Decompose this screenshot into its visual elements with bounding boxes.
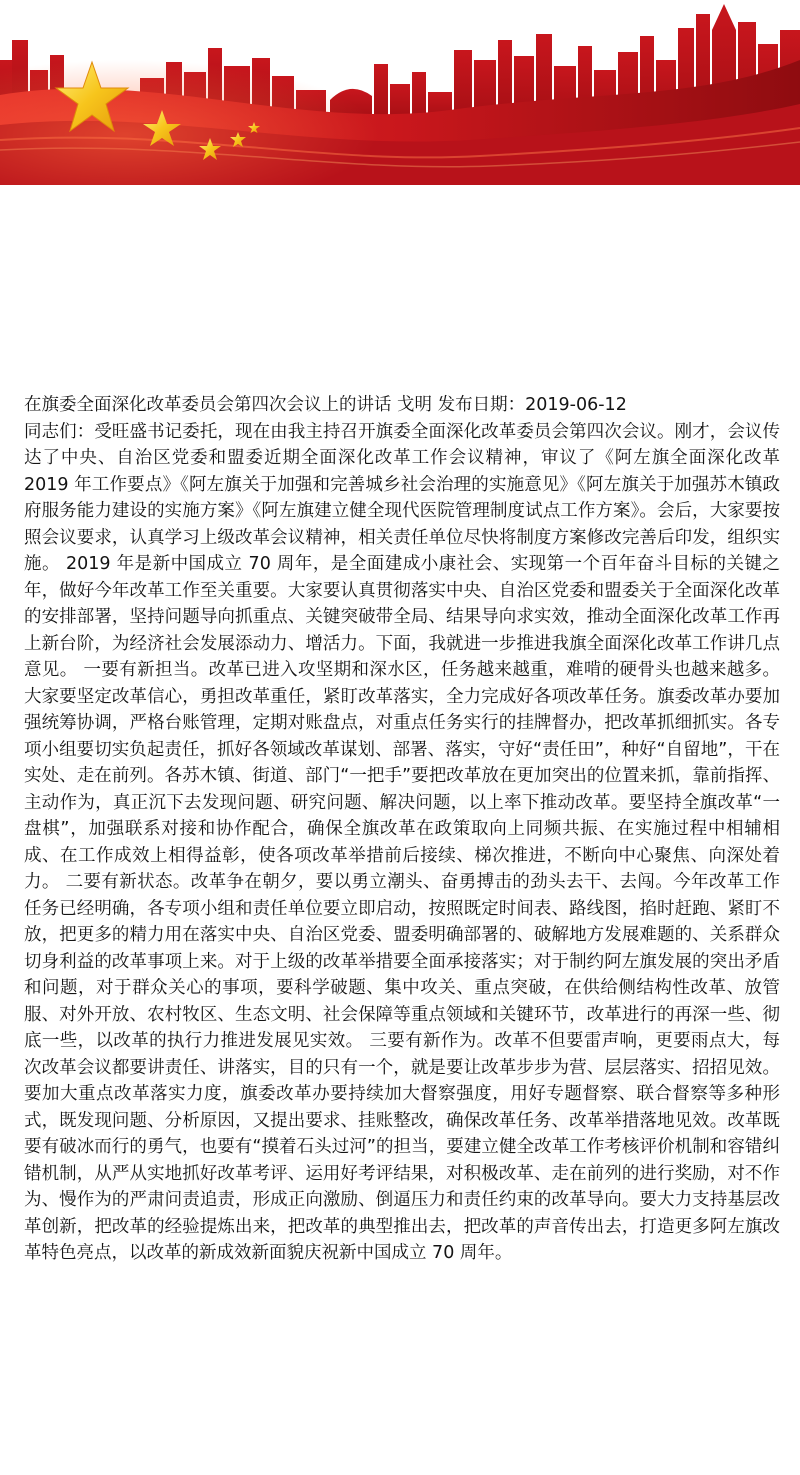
article	[24, 392, 780, 1267]
header-banner	[0, 0, 800, 185]
article-meta-line: 在旗委全面深化改革委员会第四次会议上的讲话 戈明 发布日期：2019-06-12	[24, 395, 627, 415]
article-body: 同志们：受旺盛书记委托，现在由我主持召开旗委全面深化改革委员会第四次会议。刚才，会议传达了中央、自治区党委和盟委近期全面深化改革工作会议精神，审议了《阿左旗全面深化改革 2019 年工作要点》《阿左旗关于加强和完善城乡社会治理的实施意见》《阿左旗关于加强苏木镇政府服务能力建设的实施方案》《阿左旗建立健全现代医院管理制度试点工作方案》。会后，大家要按照会议要求，认真学习上级改革会议精神，相关责任单位尽快将制度方案修改完善后印发，组织实施。 2019 年是新中国成立 70 周年，是全面建成小康社会、实现第一个百年奋斗目标的关键之年，做好今年改革工作至关重要。大家要认真贯彻落实中央、自治区党委和盟委关于全面深化改革的安排部署，坚持问题导向抓重点、关键突破带全局、结果导向求实效，推动全面深化改革工作再上新台阶，为经济社会发展添动力、增活力。下面，我就进一步推进我旗全面深化改革工作讲几点意见。 一要有新担当。改革已进入攻坚期和深水区，任务越来越重，难啃的硬骨头也越来越多。大家要坚定改革信心，勇担改革重任，紧盯改革落实，全力完成好各项改革任务。旗委改革办要加强统筹协调，严格台账管理，定期对账盘点，对重点任务实行的挂牌督办，把改革抓细抓实。各专项小组要切实负起责任，抓好各领域改革谋划、部署、落实，守好“责任田”，种好“自留地”，干在实处、走在前列。各苏木镇、街道、部门“一把手”要把改革放在更加突出的位置来抓，靠前指挥、主动作为，真正沉下去发现问题、研究问题、解决问题，以上率下推动改革。要坚持全旗改革“一盘棋”，加强联系对接和协作配合，确保全旗改革在政策取向上同频共振、在实施过程中相辅相成、在工作成效上相得益彰，使各项改革举措前后接续、梯次推进，不断向中心聚焦、向深处着力。 二要有新状态。改革争在朝夕，要以勇立潮头、奋勇搏击的劲头去干、去闯。今年改革工作任务已经明确，各专项小组和责任单位要立即启动，按照既定时间表、路线图，掐时赶跑、紧盯不放，把更多的精力用在落实中央、自治区党委、盟委明确部署的、破解地方发展难题的、关系群众切身利益的改革事项上来。对于上级的改革举措要全面承接落实；对于制约阿左旗发展的突出矛盾和问题，对于群众关心的事项，要科学破题、集中攻关、重点突破，在供给侧结构性改革、放管服、对外开放、农村牧区、生态文明、社会保障等重点领域和关键环节，改革进行的再深一些、彻底一些，以改革的执行力推进发展见实效。 三要有新作为。改革不但要雷声响，更要雨点大，每次改革会议都要讲责任、讲落实，目的只有一个，就是要让改革步步为营、层层落实、招招见效。要加大重点改革落实力度，旗委改革办要持续加大督察强度，用好专题督察、联合督察等多种形式，既发现问题、分析原因，又提出要求、挂账整改，确保改革任务、改革举措落地见效。改革既要有破冰而行的勇气，也要有“摸着石头过河”的担当，要建立健全改革工作考核评价机制和容错纠错机制，从严从实地抓好改革考评、运用好考评结果，对积极改革、走在前列的进行奖励，对不作为、慢作为的严肃问责追责，形成正向激励、倒逼压力和责任约束的改革导向。要大力支持基层改革创新，把改革的经验提炼出来，把改革的典型推出去，把改革的声音传出去，打造更多阿左旗改革特色亮点，以改革的新成效新面貌庆祝新中国成立 70 周年。	[24, 421, 780, 1263]
